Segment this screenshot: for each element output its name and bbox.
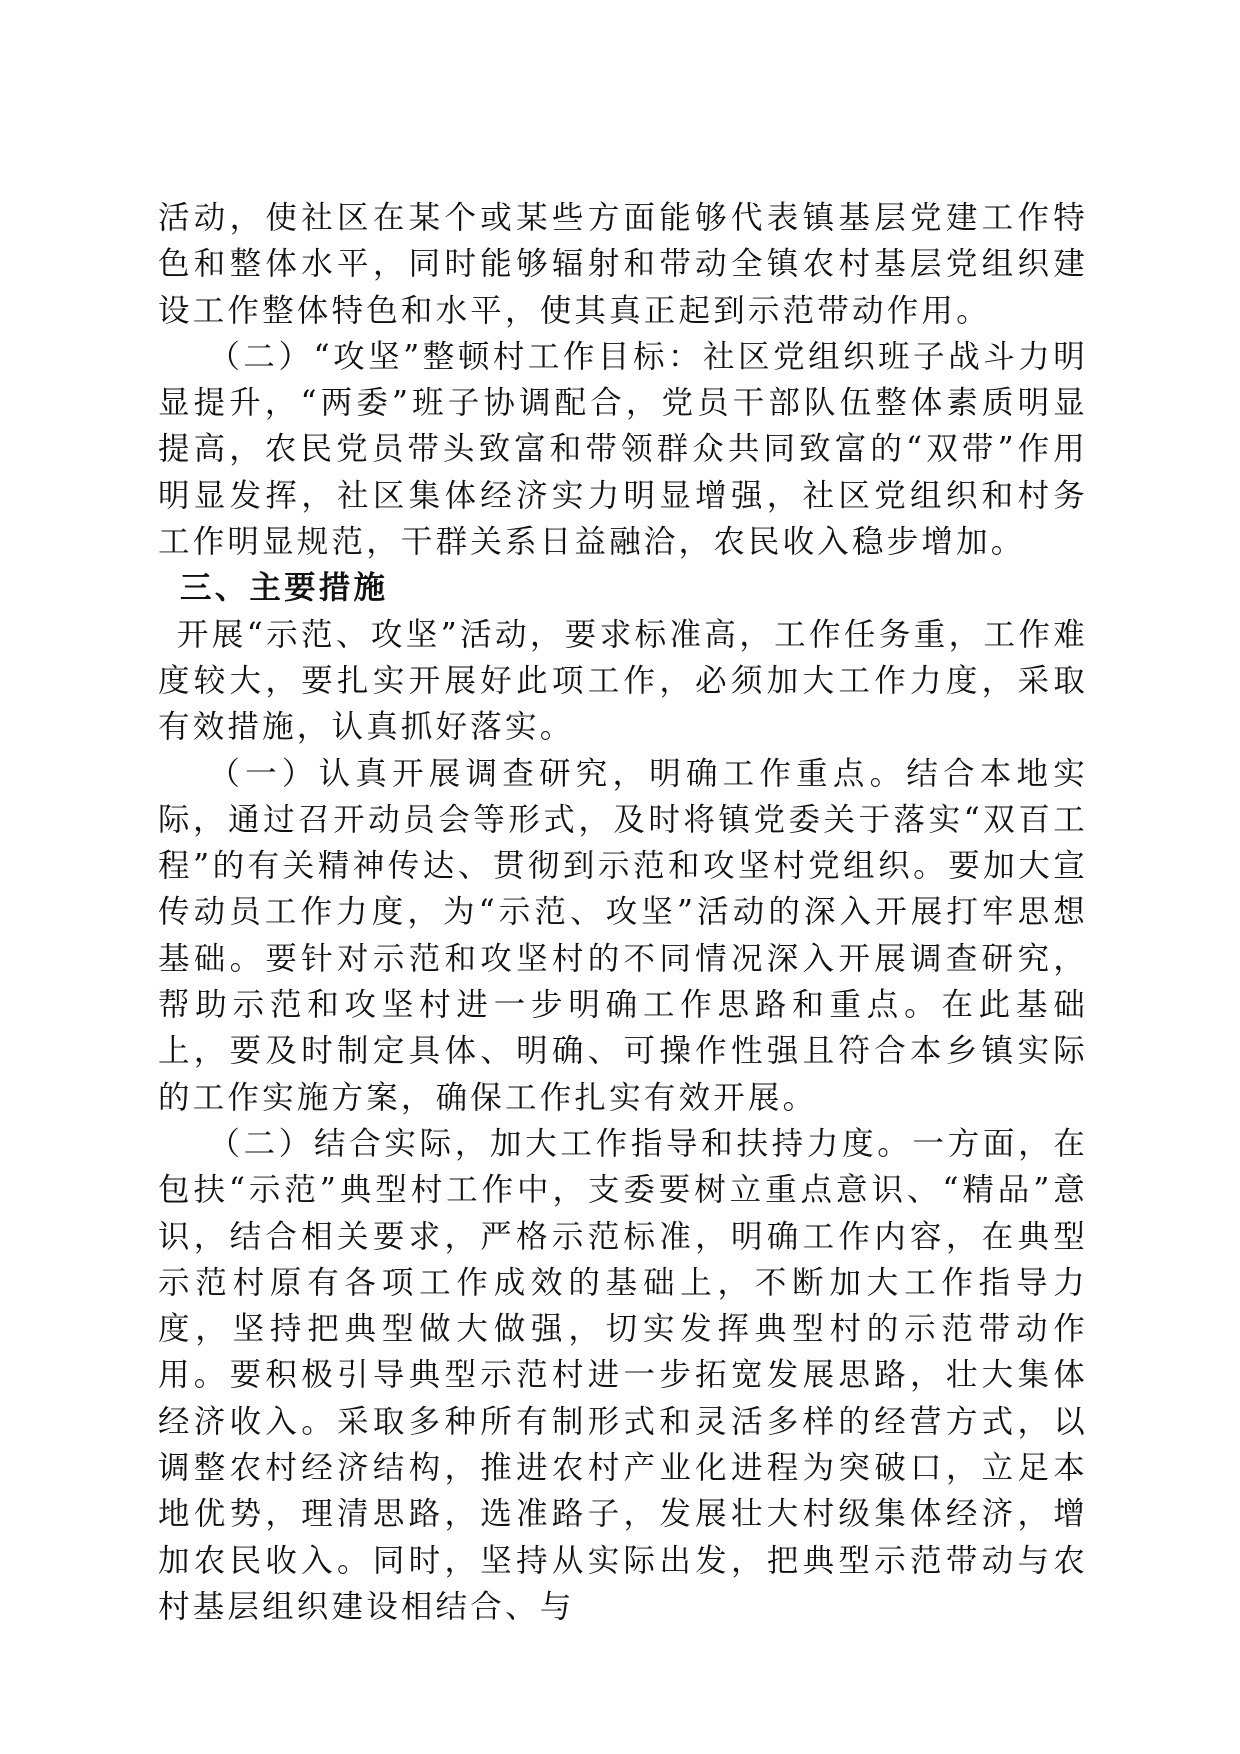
paragraph-4: （一）认真开展调查研究，明确工作重点。结合本地实际，通过召开动员会等形式，及时将镇党委关于落实“双百工程”的有关精神传达、贯彻到示范和攻坚村党组织。要加大宣传动员工作力度，为“示范、攻坚”活动的深入开展打牢思想基础。要针对示范和攻坚村的不同情况深入开展调查研究，帮助示范和攻坚村进一步明确工作思路和重点。在此基础上，要及时制定具体、明确、可操作性强且符合本乡镇实际的工作实施方案，确保工作扎实有效开展。	[158, 755, 1088, 1116]
paragraph-5: （二）结合实际，加大工作指导和扶持力度。一方面，在包扶“示范”典型村工作中，支委要树立重点意识、“精品”意识，结合相关要求，严格示范标准，明确工作内容，在典型示范村原有各项工作成效的基础上，不断加大工作指导力度，坚持把典型做大做强，切实发挥典型村的示范带动作用。要积极引导典型示范村进一步拓宽发展思路，壮大集体经济收入。采取多种所有制形式和灵活多样的经营方式，以调整农村经济结构，推进农村产业化进程为突破口，立足本地优势，理清思路，选准路子，发展壮大村级集体经济，增加农民收入。同时，坚持从实际出发，把典型示范带动与农村基层组织建设相结合、与	[158, 1125, 1088, 1625]
paragraph-3: 开展“示范、攻坚”活动，要求标准高，工作任务重，工作难度较大，要扎实开展好此项工作，必须加大工作力度，采取有效措施，认真抓好落实。	[158, 616, 1088, 746]
section-heading-3: 三、主要措施	[180, 569, 389, 607]
paragraph-1: 活动，使社区在某个或某些方面能够代表镇基层党建工作特色和整体水平，同时能够辐射和带动全镇农村基层党组织建设工作整体特色和水平，使其真正起到示范带动作用。	[158, 200, 1088, 329]
paragraph-2: （二）“攻坚”整顿村工作目标：社区党组织班子战斗力明显提升，“两委”班子协调配合，党员干部队伍整体素质明显提高，农民党员带头致富和带领群众共同致富的“双带”作用明显发挥，社区集体经济实力明显增强，社区党组织和村务工作明显规范，干群关系日益融洽，农民收入稳步增加。	[158, 338, 1088, 561]
document-body	[158, 195, 1088, 1630]
